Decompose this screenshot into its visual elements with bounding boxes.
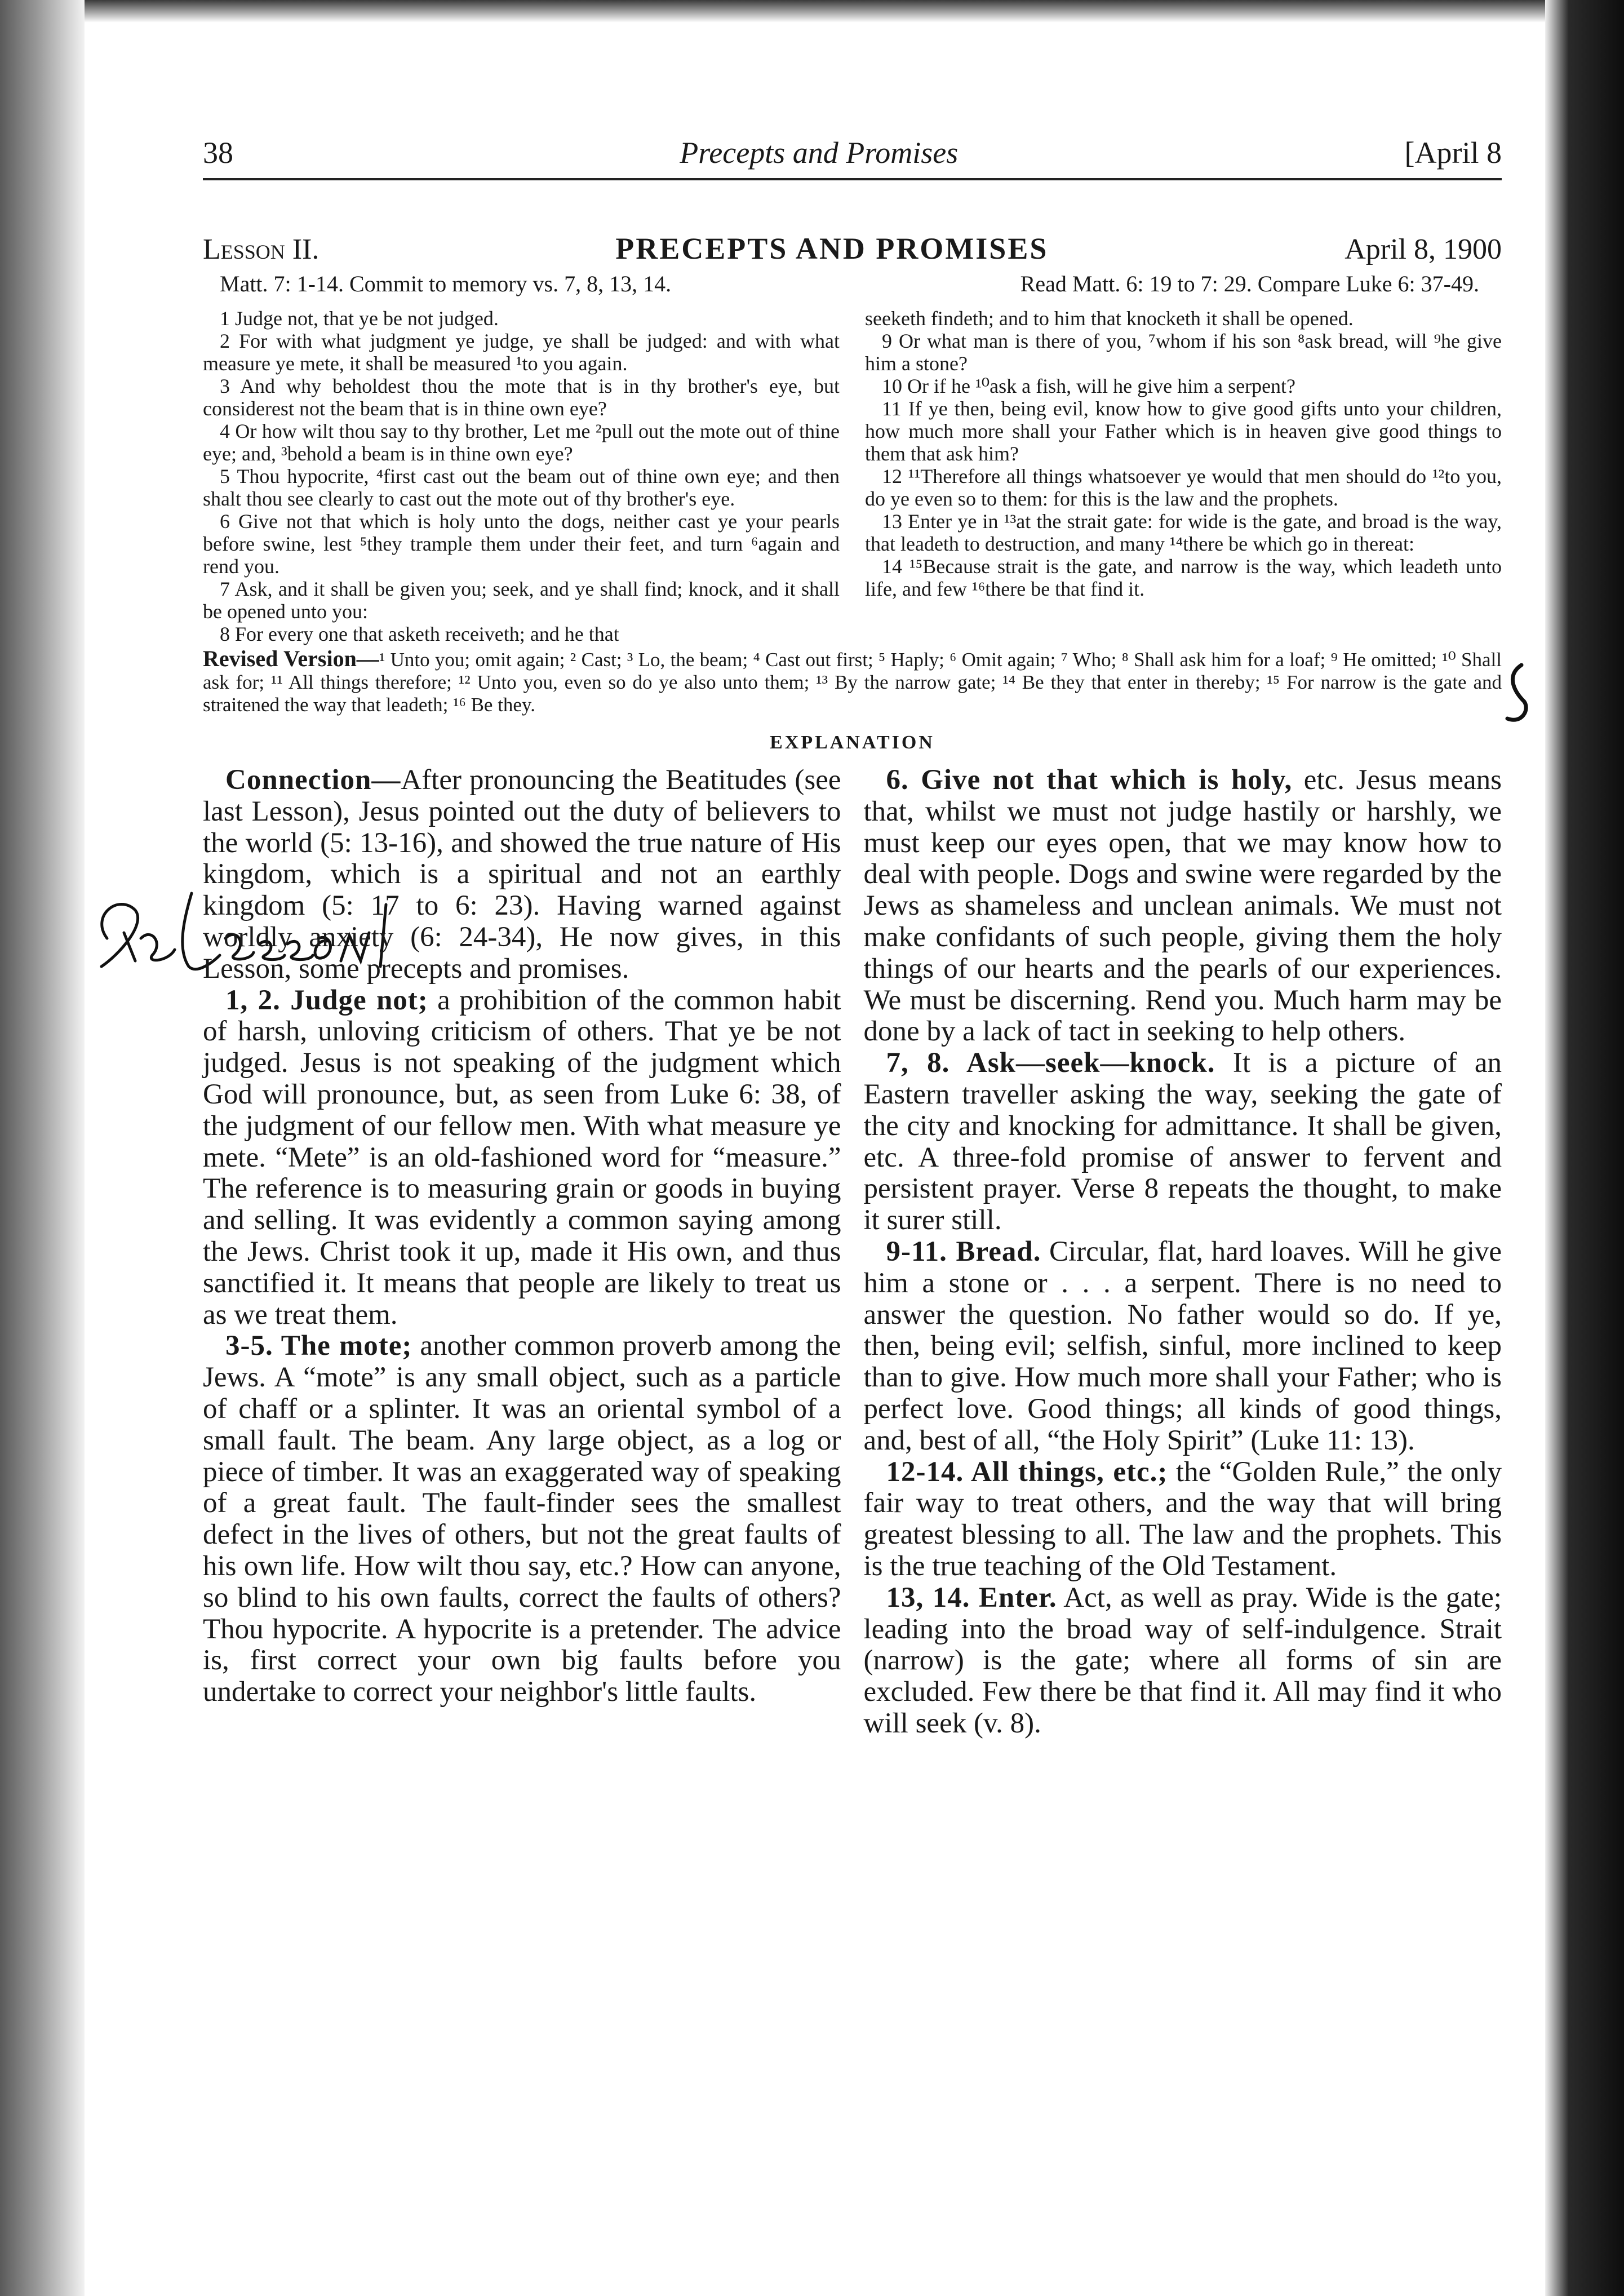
lesson-date: April 8, 1900: [1345, 233, 1502, 265]
verse: 8 For every one that asketh receiveth; and he that: [220, 623, 619, 645]
paragraph-text: the “Golden Rule,” the only fair way to treat others, and the way that will bring greatest blessing to all. The law and the prophets. This is the true teaching of the Old Testament.: [863, 1456, 1502, 1582]
scripture-column-left: [203, 307, 840, 645]
explanation-column-right: [864, 765, 1502, 1740]
paragraph-text: Circular, flat, hard loaves. Will he give him a stone or . . . a serpent. There is no need to answer the question. No father would so do. If ye, then, being evil; selfish, sinful, more inclined to keep than to give. How much more shall your Father; who is perfect love. Good things; all kinds of good things, and, best of all, “the Holy Spirit” (Luke 11: 13).: [863, 1235, 1502, 1456]
memory-reference: Matt. 7: 1-14. Commit to memory vs. 7, 8, 13, 14.: [220, 271, 672, 296]
running-head: [203, 135, 1502, 180]
explanation-paragraph: [203, 1331, 841, 1708]
paragraph-heading: 7, 8. Ask—seek—knock.: [886, 1047, 1215, 1079]
verse: 12 ¹¹Therefore all things whatsoever ye would that men should do ¹²to you, do ye even so to them: for this is the law and the prophets.: [865, 465, 1502, 510]
explanation-paragraph: [864, 1048, 1502, 1236]
verse: 13 Enter ye in ¹³at the strait gate: for wide is the gate, and broad is the way, that leadeth to destruction, and many ¹⁴there be which go in thereat:: [865, 510, 1502, 555]
scan-right-edge: [1545, 0, 1624, 2296]
verse: 14 ¹⁵Because strait is the gate, and narrow is the way, which leadeth unto life, and few ¹⁶there be that find it.: [865, 555, 1502, 600]
explanation-paragraph: [864, 1236, 1502, 1457]
explanation-paragraph: [864, 765, 1502, 1048]
margin-pencil-mark: [1499, 659, 1533, 727]
paragraph-heading: 9-11. Bread.: [886, 1235, 1041, 1267]
revised-version-label: Revised Version—: [203, 646, 379, 671]
paragraph-heading: 1, 2. Judge not;: [225, 984, 428, 1016]
revised-version-notes: [203, 648, 1502, 716]
explanation-paragraph: [864, 1583, 1502, 1740]
paragraph-heading: 12-14. All things, etc.;: [886, 1456, 1168, 1488]
verse: 1 Judge not, that ye be not judged.: [220, 307, 499, 330]
revised-version-text: ¹ Unto you; omit again; ² Cast; ³ Lo, the beam; ⁴ Cast out first; ⁵ Haply; ⁶ Omit again; ⁷ Who; ⁸ Shall ask him for a loaf; ⁹ He omitted; ¹⁰ Shall ask for; ¹¹ All things therefore; ¹² Unto you, even so do ye also unto them; ¹³ By the narrow gate; ¹⁴ Be they that enter in thereby; ¹⁵ For narrow is the gate and straitened the way that leadeth; ¹⁶ Be they.: [203, 649, 1502, 716]
scripture-text: [203, 307, 1502, 645]
reading-reference: Read Matt. 6: 19 to 7: 29. Compare Luke 6: 37-49.: [1020, 271, 1479, 296]
verse: 3 And why beholdest thou the mote that is in thy brother's eye, but considerest not the beam that is in thine own eye?: [203, 375, 840, 420]
lesson-heading: [203, 231, 1502, 266]
lesson-title: PRECEPTS AND PROMISES: [615, 232, 1049, 265]
scripture-references: [203, 271, 1502, 297]
paragraph-text: etc. Jesus means that, whilst we must not judge hastily or harshly, we must keep our eyes open, that we may know how to deal with people. Dogs and swine were regarded by the Jews as shameless and unclean animals. We must not make confidants of such people, giving them the holy things of our hearts and the pearls of our experiences. We must be discerning. Rend you. Much harm may be done by a lack of tact in seeking to help others.: [863, 764, 1502, 1048]
verse: 11 If ye then, being evil, know how to give good gifts unto your children, how much more shall your Father which is in heaven give good things to them that ask him?: [865, 397, 1502, 465]
paragraph-text: It is a picture of an Eastern traveller asking the way, seeking the gate of the city and knocking for admittance. It shall be given, etc. A three-fold promise of answer to fervent and persistent prayer. Verse 8 repeats the thought, to make it surer still.: [863, 1047, 1502, 1236]
paragraph-text: Act, as well as pray. Wide is the gate; leading into the broad way of self-indulgence. Strait (narrow) is the gate; where all forms of sin are excluded. Few there be that find it. All may find it who will seek (v. 8).: [863, 1581, 1502, 1739]
verse: seeketh findeth; and to him that knocketh it shall be opened.: [865, 307, 1354, 330]
scripture-column-right: [865, 307, 1502, 645]
page-number: 38: [203, 136, 233, 170]
verse: 2 For with what judgment ye judge, ye shall be judged: and with what measure ye mete, it shall be measured ¹to you again.: [203, 330, 840, 375]
paragraph-heading: Connection—: [225, 764, 401, 796]
verse: 9 Or what man is there of you, ⁷whom if his son ⁸ask bread, will ⁹he give him a stone?: [865, 330, 1502, 375]
paragraph-heading: 6. Give not that which is holy,: [886, 764, 1293, 796]
explanation-heading: EXPLANATION: [770, 732, 935, 753]
paragraph-heading: 13, 14. Enter.: [886, 1581, 1057, 1614]
explanation-body: [203, 765, 1502, 1740]
explanation-column-left: [203, 765, 841, 1740]
verse: 10 Or if he ¹⁰ask a fish, will he give him a serpent?: [882, 375, 1296, 397]
verse: 5 Thou hypocrite, ⁴first cast out the beam out of thine own eye; and then shalt thou see clearly to cast out the mote out of thy brother's eye.: [203, 465, 840, 510]
paragraph-text: another common proverb among the Jews. A “mote” is any small object, such as a particle of chaff or a splinter. It was an oriental symbol of a small fault. The beam. Any large object, as a log or piece of timber. It was an exaggerated way of speaking of a great fault. The fault-finder sees the smallest defect in the lives of others, but not the great faults of his own life. How wilt thou say, etc.? How can anyone, so blind to his own faults, correct the faults of others? Thou hypocrite. A hypocrite is a pretender. The advice is, first correct your own big faults before you undertake to correct your neighbor's little faults.: [203, 1330, 841, 1708]
verse: 6 Give not that which is holy unto the dogs, neither cast ye your pearls before swine, lest ⁵they trample them under their feet, and turn ⁶again and rend you.: [203, 510, 840, 578]
lesson-number: Lesson II.: [203, 233, 320, 265]
running-title: Precepts and Promises: [680, 136, 959, 170]
paragraph-heading: 3-5. The mote;: [225, 1330, 412, 1362]
paragraph-text: a prohibition of the common habit of harsh, unloving criticism of others. That ye be not judged. Jesus is not speaking of the judgment which God will pronounce, but, as seen from Luke 6: 38, of the judgment of our fellow men. With what measure ye mete. “Mete” is an old-fashioned word for “measure.” The reference is to measuring grain or goods in buying and selling. It was evidently a common saying among the Jews. Christ took it up, made it His own, and thus sanctified it. It means that people are likely to treat us as we treat them.: [203, 984, 841, 1331]
verse: 7 Ask, and it shall be given you; seek, and ye shall find; knock, and it shall be opened unto you:: [203, 578, 840, 623]
running-date: [April 8: [1404, 136, 1502, 170]
explanation-paragraph: [203, 985, 841, 1331]
explanation-paragraph: [864, 1457, 1502, 1583]
explanation-paragraph: [203, 765, 841, 985]
verse: 4 Or how wilt thou say to thy brother, Let me ²pull out the mote out of thine eye; and, ³behold a beam is in thine own eye?: [203, 420, 840, 465]
page: [203, 135, 1502, 1740]
scan-left-edge: [0, 0, 85, 2296]
paragraph-text: After pronouncing the Beatitudes (see last Lesson), Jesus pointed out the duty of believers to the world (5: 13-16), and showed the true nature of His kingdom, which is a spiritual and not an earthly kingdom (5: 17 to 6: 23). Having warned against worldly anxiety (6: 24-34), He now gives, in this Lesson, some precepts and promises.: [203, 764, 841, 985]
scan-top-edge: [85, 0, 1545, 23]
